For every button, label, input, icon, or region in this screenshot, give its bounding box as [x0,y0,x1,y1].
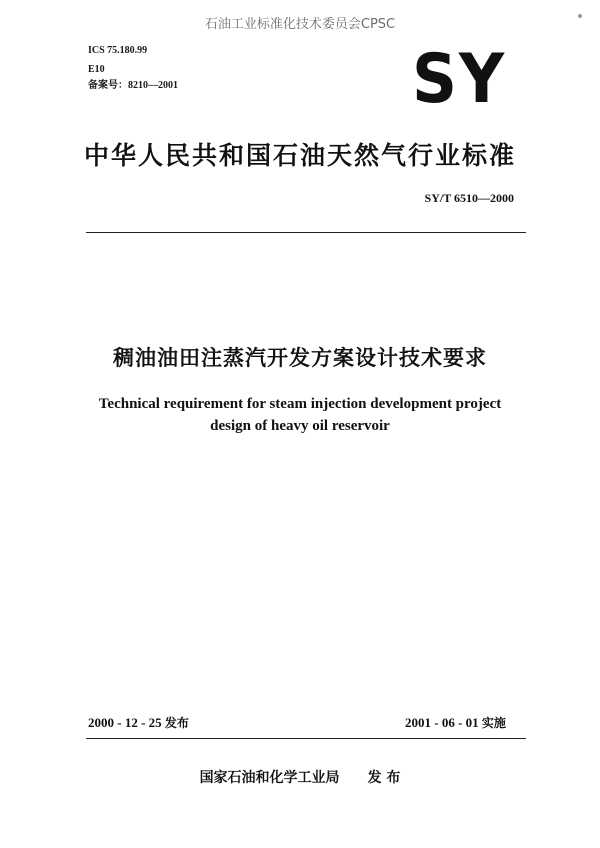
publisher-label: 发 布 [367,770,401,786]
standard-number: SY/T 6510—2000 [424,191,514,205]
sy-logo: SY [412,40,507,119]
watermark: 石油工业标准化技术委员会CPSC [204,17,396,32]
publisher-block [0,767,600,787]
ics-code: ICS 75.180.99 [88,45,148,56]
publisher-name: 国家石油和化学工业局 [199,770,340,786]
scan-speck [578,14,582,18]
footer-divider [86,738,526,739]
issue-label: 发布 [164,716,189,730]
class-code: E10 [88,64,105,75]
document-title-english-line2: design of heavy oil reservoir [210,418,390,434]
effective-date-block [405,714,506,731]
org-title: 中华人民共和国石油天然气行业标准 [83,141,516,170]
document-title-english-line1: Technical requirement for steam injection development project [98,396,502,412]
effective-label: 实施 [481,716,506,730]
effective-date: 2001 - 06 - 01 [405,715,479,730]
issue-date: 2000 - 12 - 25 [88,715,162,730]
filing-number: 备案号：8210—2001 [88,80,178,91]
issue-date-block [88,714,189,731]
document-title-chinese: 稠油油田注蒸汽开发方案设计技术要求 [113,346,487,370]
header-divider [86,232,526,233]
